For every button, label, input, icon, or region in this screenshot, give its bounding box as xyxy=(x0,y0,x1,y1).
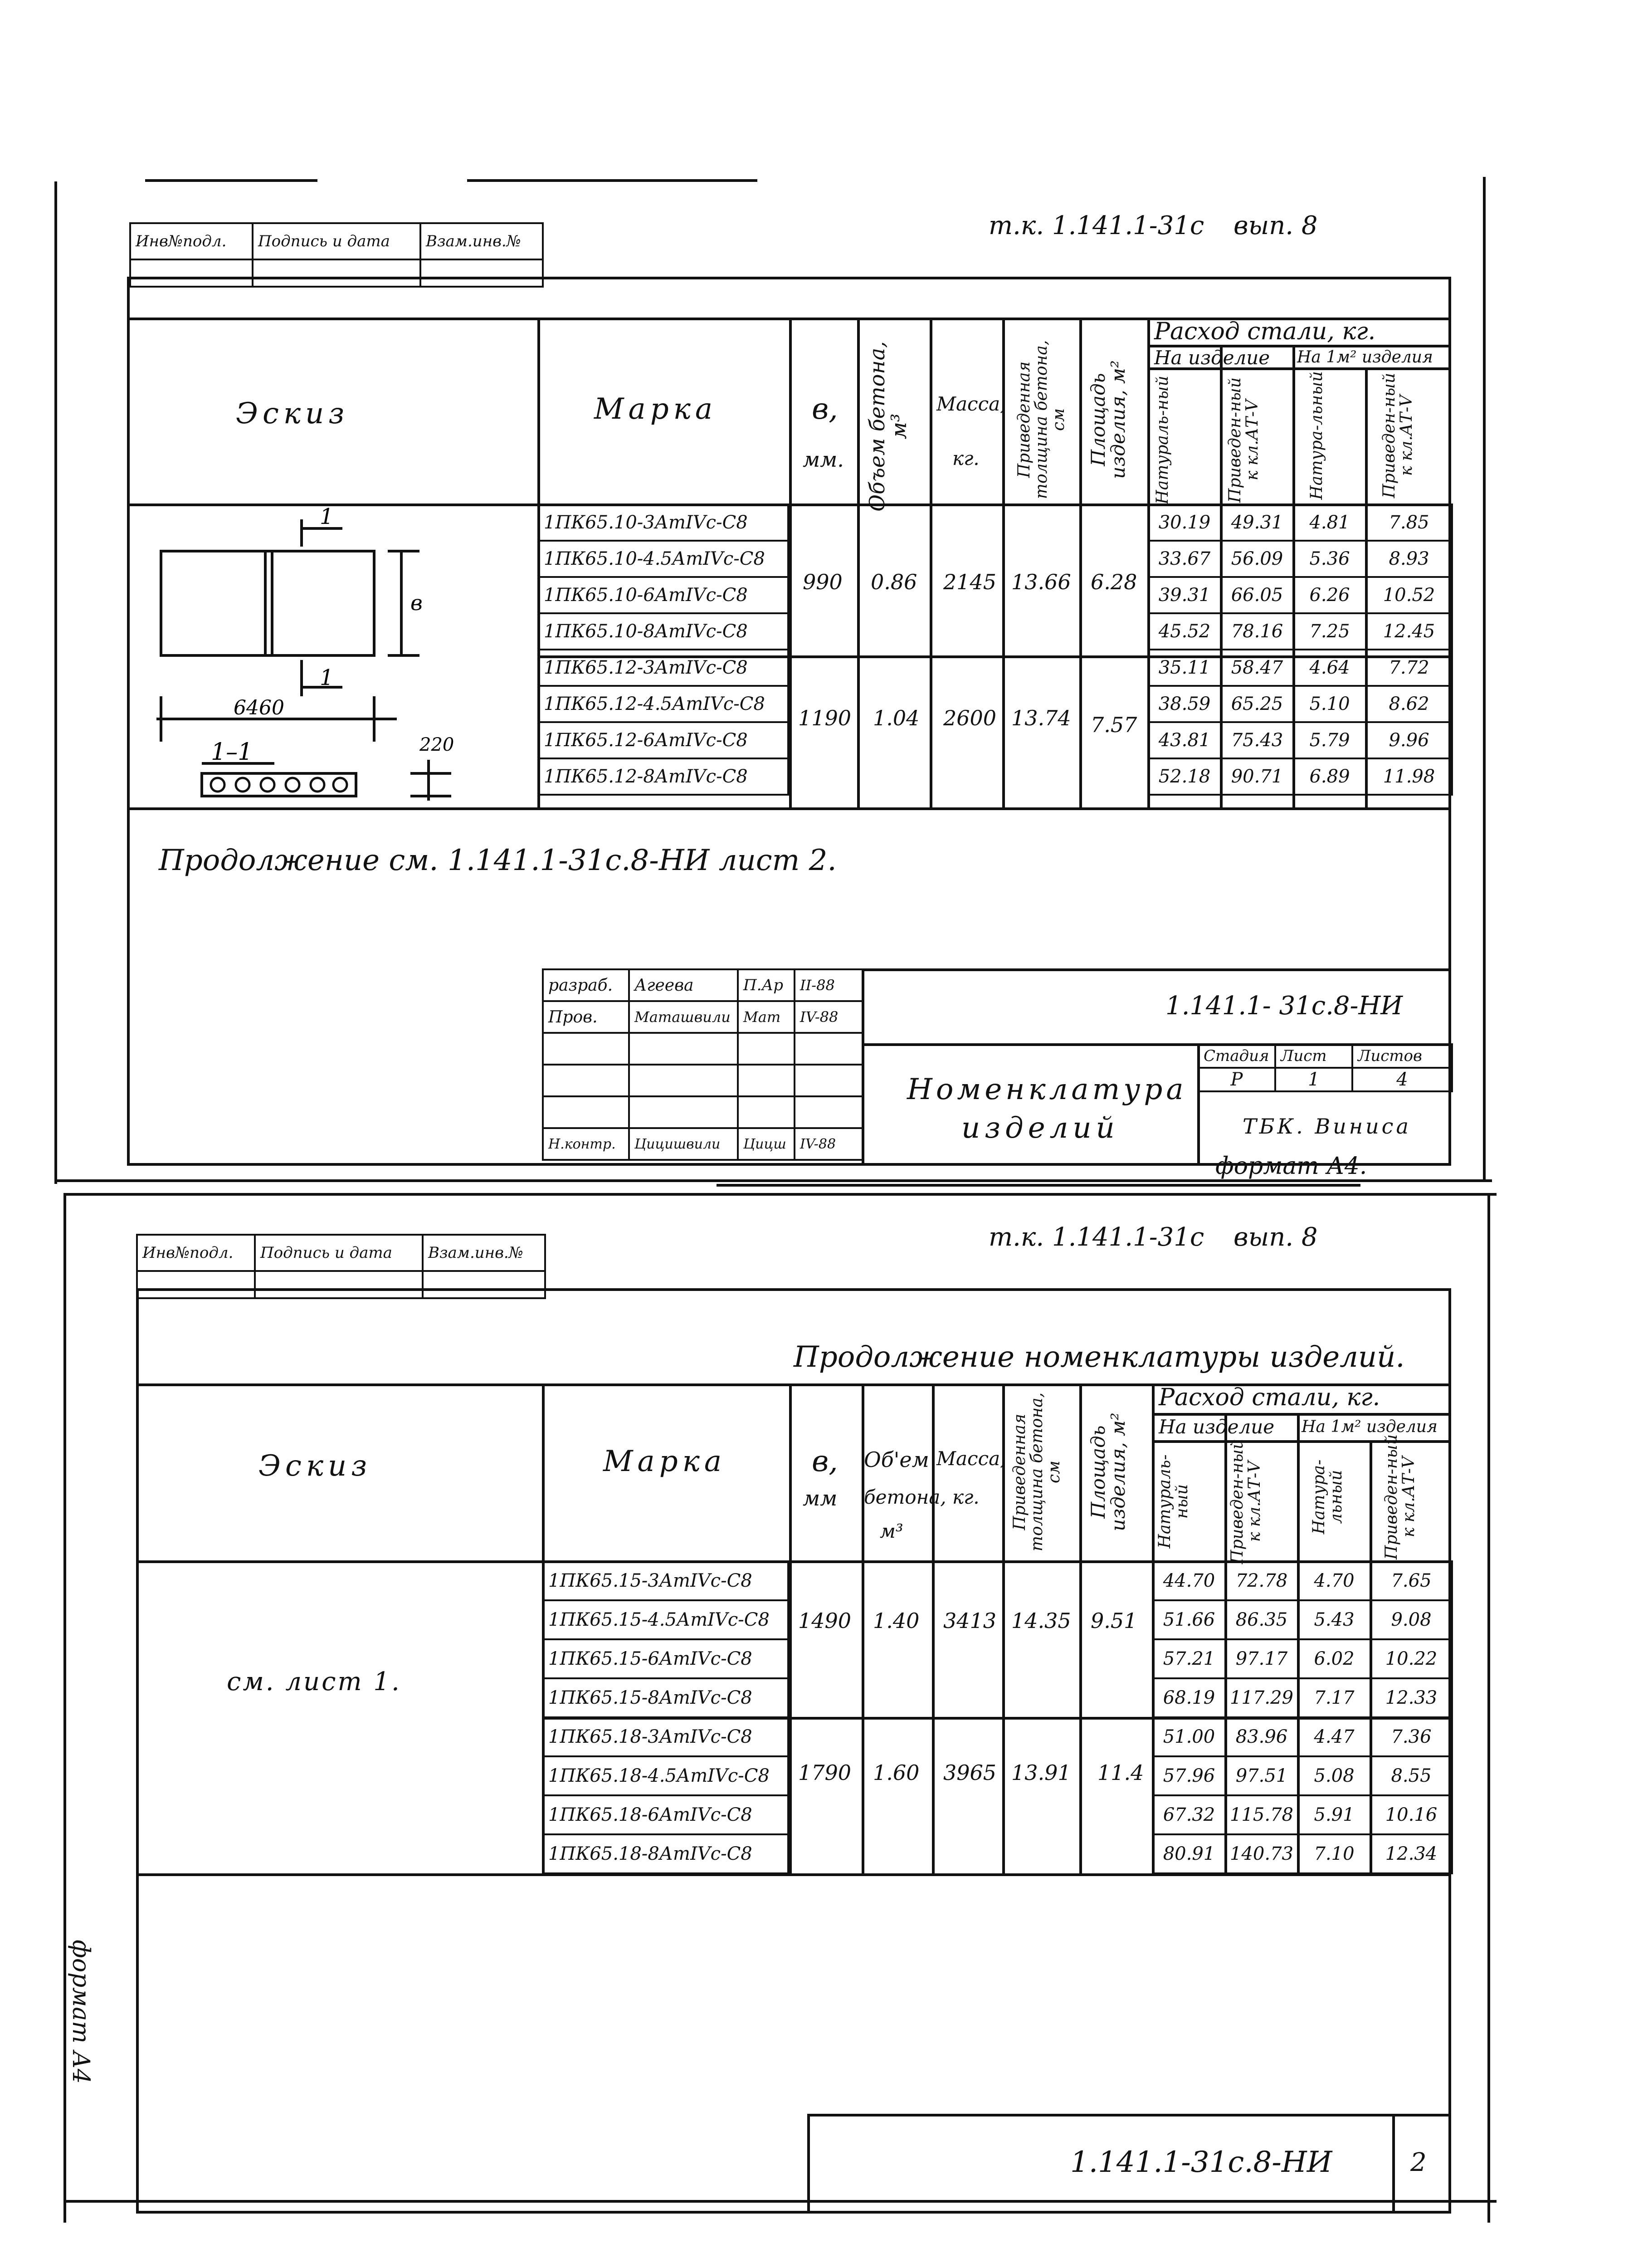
value-cell: 7.72 xyxy=(1366,650,1452,686)
header-thickness-2: Приведенная толщина бетона, см xyxy=(1010,1392,1063,1552)
group-4-area: 11.4 xyxy=(1097,1760,1144,1785)
value-cell: 12.33 xyxy=(1370,1678,1452,1717)
header-thickness: Приведенная толщина бетона, см xyxy=(1015,340,1068,499)
value-cell: 12.34 xyxy=(1370,1834,1452,1873)
value-cell: 7.36 xyxy=(1370,1717,1452,1756)
group-2-volume: 1.04 xyxy=(873,706,920,730)
value-cell: 6.26 xyxy=(1293,577,1366,613)
continuation-heading: Продолжение номенклатуры изделий. xyxy=(794,1340,1405,1374)
value-cell: 8.93 xyxy=(1366,541,1452,577)
group-4-volume: 1.60 xyxy=(873,1760,920,1785)
value-cell: 66.05 xyxy=(1221,577,1293,613)
group-3-width: 1490 xyxy=(798,1608,852,1633)
top-rule-right xyxy=(467,179,757,182)
panel-sketch xyxy=(129,506,537,805)
mark-cell: 1ПК65.15-4.5АтIVс-С8 xyxy=(543,1600,788,1639)
col-rule xyxy=(1079,318,1082,807)
group-3-area: 9.51 xyxy=(1091,1608,1137,1633)
series-code-2: т.к. 1.141.1-31с xyxy=(989,1222,1204,1252)
sheet-number-2: 2 xyxy=(1410,2148,1427,2177)
header-width-unit: мм. xyxy=(803,447,844,472)
issue-2: вып. 8 xyxy=(1233,1222,1318,1252)
value-cell: 7.25 xyxy=(1293,613,1366,650)
header-sketch-2: Эскиз xyxy=(258,1449,372,1483)
value-cell: 72.78 xyxy=(1225,1561,1298,1600)
value-cell: 51.00 xyxy=(1153,1717,1225,1756)
header-width: в, xyxy=(812,392,838,426)
value-cell: 4.81 xyxy=(1293,504,1366,541)
approval-stamp-2: Инв№подл. Подпись и дата Взам.инв.№ xyxy=(136,1234,546,1299)
value-cell: 83.96 xyxy=(1225,1717,1298,1756)
value-cell: 80.91 xyxy=(1153,1834,1225,1873)
organization: ТБК. Виниса xyxy=(1243,1114,1411,1139)
value-cell: 6.89 xyxy=(1293,758,1366,795)
marks-table-2 xyxy=(542,1560,789,1874)
group-2-width: 1190 xyxy=(798,706,852,730)
section-mark-bottom: 1 xyxy=(320,665,334,690)
col-rule xyxy=(789,318,792,807)
value-cell: 5.36 xyxy=(1293,541,1366,577)
header-per-item-2: На изделие xyxy=(1159,1416,1275,1438)
header-per-m2-2: На 1м² изделия xyxy=(1302,1418,1438,1436)
mark-cell: 1ПК65.18-6АтIVс-С8 xyxy=(543,1795,788,1834)
header-steel-2: Расход стали, кг. xyxy=(1159,1384,1380,1411)
value-cell: 90.71 xyxy=(1221,758,1293,795)
header-mass-unit: кг. xyxy=(952,447,980,469)
designation-2: 1.141.1-31с.8-НИ xyxy=(1070,2146,1332,2179)
value-cell: 51.66 xyxy=(1153,1600,1225,1639)
value-cell: 8.55 xyxy=(1370,1756,1452,1795)
value-cell: 5.10 xyxy=(1293,686,1366,722)
col-rule xyxy=(930,318,932,807)
header-area-2: Площадь изделия, м² xyxy=(1087,1413,1130,1531)
section-title: 1–1 xyxy=(211,738,253,766)
value-cell: 9.08 xyxy=(1370,1600,1452,1639)
value-cell: 5.43 xyxy=(1298,1600,1370,1639)
header-sketch: Эскиз xyxy=(236,397,349,430)
group-3-volume: 1.40 xyxy=(873,1608,920,1633)
group-1-volume: 0.86 xyxy=(871,570,917,594)
value-cell: 75.43 xyxy=(1221,722,1293,758)
value-cell: 7.10 xyxy=(1298,1834,1370,1873)
col-rule xyxy=(857,318,860,807)
value-cell: 52.18 xyxy=(1148,758,1221,795)
series-code-1: т.к. 1.141.1-31с xyxy=(989,211,1204,240)
group-4-thickness: 13.91 xyxy=(1011,1760,1071,1785)
header-volume: Объем бетона, м³ xyxy=(865,341,912,512)
header-natural-2: Натураль-ный xyxy=(1155,1454,1191,1549)
value-cell: 5.08 xyxy=(1298,1756,1370,1795)
mark-cell: 1ПК65.10-4.5АтIVс-С8 xyxy=(538,541,788,577)
col-rule xyxy=(1392,2114,1395,2214)
header-volume-2a: Об'ем xyxy=(864,1447,929,1472)
value-cell: 7.17 xyxy=(1298,1678,1370,1717)
header-mass: Масса, xyxy=(936,393,1006,415)
value-cell: 65.25 xyxy=(1221,686,1293,722)
doc-name-line1: Номенклатура xyxy=(907,1073,1187,1106)
marks-table-1 xyxy=(537,503,789,796)
sheet-1-bottom-rule xyxy=(717,1184,1360,1187)
value-cell: 140.73 xyxy=(1225,1834,1298,1873)
value-cell: 11.98 xyxy=(1366,758,1452,795)
mark-cell: 1ПК65.15-6АтIVс-С8 xyxy=(543,1639,788,1678)
header-reduced-m2: Приведен-ный к кл.АТ-V xyxy=(1380,372,1416,499)
header-width-unit-2: мм xyxy=(803,1486,838,1510)
value-cell: 4.47 xyxy=(1298,1717,1370,1756)
value-cell: 67.32 xyxy=(1153,1795,1225,1834)
header-natural-m2-2: Натура-льный xyxy=(1310,1459,1346,1535)
group-2-area: 7.57 xyxy=(1091,713,1137,737)
value-cell: 45.52 xyxy=(1148,613,1221,650)
header-mass-2: Масса, xyxy=(936,1447,1006,1470)
value-cell: 5.91 xyxy=(1298,1795,1370,1834)
group-1-width: 990 xyxy=(803,570,843,594)
header-volume-2c: м³ xyxy=(880,1520,903,1542)
group-4-mass: 3965 xyxy=(943,1760,997,1785)
height-dimension: 220 xyxy=(419,734,454,755)
top-rule-left xyxy=(145,179,317,182)
mark-cell: 1ПК65.18-8АтIVс-С8 xyxy=(543,1834,788,1873)
value-cell: 78.16 xyxy=(1221,613,1293,650)
value-cell: 6.02 xyxy=(1298,1639,1370,1678)
header-reduced: Приведен-ный к кл.АТ-V xyxy=(1226,377,1262,503)
header-mark: Марка xyxy=(594,392,717,426)
col-rule xyxy=(1079,1383,1082,1873)
signature-table: разраб. Агеева П.Ар II-88 Пров. Маташвили Мат IV-88 Н.контр. Цицишвили Цицш IV-88 xyxy=(542,968,863,1161)
mark-cell: 1ПК65.18-3АтIVс-С8 xyxy=(543,1717,788,1756)
header-volume-2b: бетона, xyxy=(864,1486,946,1508)
continuation-note: Продолжение см. 1.141.1-31с.8-НИ лист 2. xyxy=(159,844,837,877)
col-rule xyxy=(789,1383,792,1873)
value-cell: 10.52 xyxy=(1366,577,1452,613)
value-cell: 9.96 xyxy=(1366,722,1452,758)
header-mass-unit-2: кг. xyxy=(952,1486,980,1508)
value-cell: 5.79 xyxy=(1293,722,1366,758)
value-cell: 68.19 xyxy=(1153,1678,1225,1717)
value-cell: 7.65 xyxy=(1370,1561,1452,1600)
value-cell: 38.59 xyxy=(1148,686,1221,722)
header-steel: Расход стали, кг. xyxy=(1154,318,1376,345)
value-cell: 58.47 xyxy=(1221,650,1293,686)
format-label-1: формат А4. xyxy=(1215,1153,1367,1180)
header-natural-m2: Натура-льный xyxy=(1307,371,1326,500)
group-2-thickness: 13.74 xyxy=(1011,706,1071,730)
value-cell: 10.16 xyxy=(1370,1795,1452,1834)
col-rule xyxy=(932,1383,935,1873)
value-cell: 97.51 xyxy=(1225,1756,1298,1795)
value-cell: 43.81 xyxy=(1148,722,1221,758)
col-rule xyxy=(1002,318,1005,807)
doc-name-line2: изделий xyxy=(961,1111,1119,1145)
section-mark-top: 1 xyxy=(320,506,334,529)
steel-table-2 xyxy=(1152,1560,1453,1874)
approval-stamp-1: Инв№подл. Подпись и дата Взам.инв.№ xyxy=(129,222,544,288)
group-1-thickness: 13.66 xyxy=(1011,570,1071,594)
value-cell: 115.78 xyxy=(1225,1795,1298,1834)
mark-cell: 1ПК65.12-6АтIVс-С8 xyxy=(538,722,788,758)
value-cell: 8.62 xyxy=(1366,686,1452,722)
value-cell: 117.29 xyxy=(1225,1678,1298,1717)
stage-table: Стадия Лист Листов Р 1 4 xyxy=(1197,1043,1453,1092)
mark-cell: 1ПК65.18-4.5АтIVс-С8 xyxy=(543,1756,788,1795)
value-cell: 4.70 xyxy=(1298,1561,1370,1600)
value-cell: 39.31 xyxy=(1148,577,1221,613)
mark-cell: 1ПК65.10-6АтIVс-С8 xyxy=(538,577,788,613)
value-cell: 56.09 xyxy=(1221,541,1293,577)
header-reduced-m2-2: Приведен-ный к кл.АТ-V xyxy=(1382,1434,1418,1560)
mark-cell: 1ПК65.12-4.5АтIVс-С8 xyxy=(538,686,788,722)
value-cell: 12.45 xyxy=(1366,613,1452,650)
format-label-vertical: формат А4 xyxy=(67,1940,94,2084)
value-cell: 97.17 xyxy=(1225,1639,1298,1678)
value-cell: 33.67 xyxy=(1148,541,1221,577)
value-cell: 35.11 xyxy=(1148,650,1221,686)
mark-cell: 1ПК65.12-3АтIVс-С8 xyxy=(538,650,788,686)
header-mark-2: Марка xyxy=(603,1445,726,1478)
value-cell: 7.85 xyxy=(1366,504,1452,541)
length-dimension: 6460 xyxy=(234,696,284,719)
value-cell: 10.22 xyxy=(1370,1639,1452,1678)
group-1-mass: 2145 xyxy=(943,570,997,594)
group-4-width: 1790 xyxy=(798,1760,852,1785)
value-cell: 57.21 xyxy=(1153,1639,1225,1678)
header-width-2: в, xyxy=(812,1445,838,1478)
mark-cell: 1ПК65.12-8АтIVс-С8 xyxy=(538,758,788,795)
mark-cell: 1ПК65.15-3АтIVс-С8 xyxy=(543,1561,788,1600)
value-cell: 4.64 xyxy=(1293,650,1366,686)
value-cell: 44.70 xyxy=(1153,1561,1225,1600)
header-natural: Натураль-ный xyxy=(1153,376,1172,504)
header-reduced-2: Приведен-ный к кл.АТ-V xyxy=(1228,1438,1264,1564)
table-bottom-1 xyxy=(127,807,1451,810)
group-2-mass: 2600 xyxy=(943,706,997,730)
issue-1: вып. 8 xyxy=(1233,211,1318,240)
value-cell: 86.35 xyxy=(1225,1600,1298,1639)
value-cell: 57.96 xyxy=(1153,1756,1225,1795)
value-cell: 49.31 xyxy=(1221,504,1293,541)
width-label: в xyxy=(410,591,423,615)
group-3-thickness: 14.35 xyxy=(1011,1608,1071,1633)
mark-cell: 1ПК65.15-8АтIVс-С8 xyxy=(543,1678,788,1717)
group-3-mass: 3413 xyxy=(943,1608,997,1633)
steel-table-1 xyxy=(1147,503,1453,796)
mark-cell: 1ПК65.10-3АтIVс-С8 xyxy=(538,504,788,541)
see-sheet-note: см. лист 1. xyxy=(227,1667,401,1696)
mark-cell: 1ПК65.10-8АтIVс-С8 xyxy=(538,613,788,650)
header-per-item: На изделие xyxy=(1154,347,1270,369)
value-cell: 30.19 xyxy=(1148,504,1221,541)
header-area: Площадь изделия, м² xyxy=(1087,360,1130,479)
designation-1: 1.141.1- 31с.8-НИ xyxy=(1165,991,1403,1021)
group-1-area: 6.28 xyxy=(1091,570,1137,594)
header-per-m2: На 1м² изделия xyxy=(1297,348,1433,367)
